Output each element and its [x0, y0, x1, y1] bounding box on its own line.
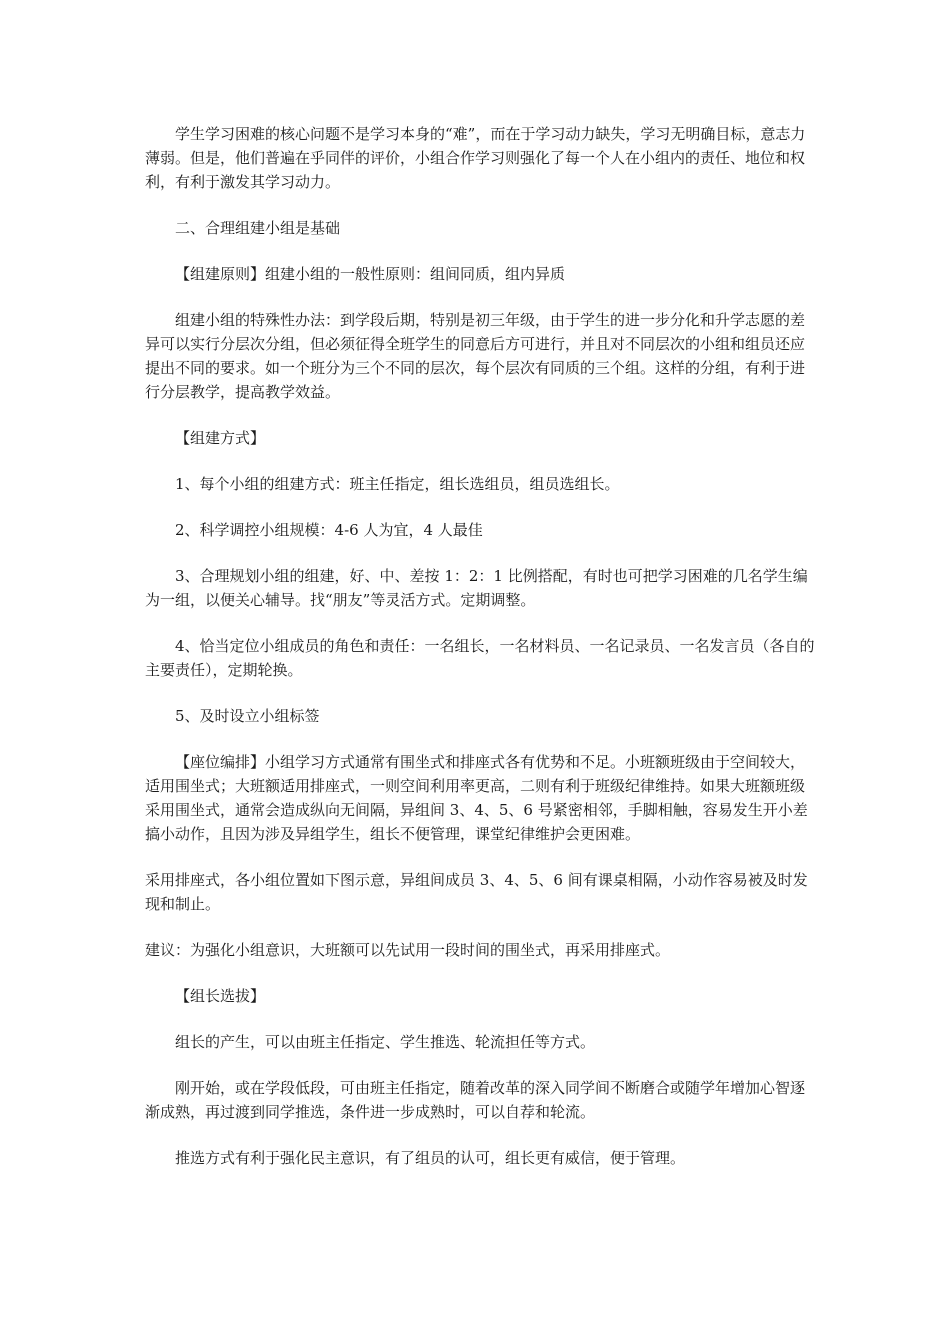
list-item-3: 3、合理规划小组的组建，好、中、差按 1：2：1 比例搭配，有时也可把学习困难的几名学生编为一组，以便关心辅导。找“朋友”等灵活方式。定期调整。: [145, 567, 808, 609]
paragraph-row-seating: 采用排座式，各小组位置如下图示意，异组间成员 3、4、5、6 间有课桌相隔，小动作容易被及时发现和制止。: [145, 871, 808, 913]
list-item-4: 4、恰当定位小组成员的角色和责任：一名组长，一名材料员、一名记录员、一名发言员（各自的主要责任），定期轮换。: [145, 637, 815, 679]
subheading-leader-selection: 【组长选拔】: [175, 987, 266, 1005]
paragraph-special-method: 组建小组的特殊性办法：到学段后期，特别是初三年级，由于学生的进一步分化和升学志愿的差异可以实行分层次分组，但必须征得全班学生的同意后方可进行，并且对不同层次的小组和组员还应提出不同的要求。如一个班分为三个不同的层次，每个层次有同质的三个组。这样的分组，有利于进行分层教学，提高教学效益。: [145, 311, 806, 401]
paragraph-leader-methods: 组长的产生，可以由班主任指定、学生推选、轮流担任等方式。: [175, 1033, 596, 1051]
paragraph-grouping-principle: 【组建原则】组建小组的一般性原则：组间同质，组内异质: [175, 265, 566, 283]
paragraph-leader-election: 推选方式有利于强化民主意识，有了组员的认可，组长更有威信，便于管理。: [175, 1149, 686, 1167]
list-item-2: 2、科学调控小组规模：4-6 人为宜，4 人最佳: [175, 521, 483, 539]
section-heading-grouping: 二、合理组建小组是基础: [175, 219, 341, 237]
paragraph-leader-stages: 刚开始，或在学段低段，可由班主任指定，随着改革的深入同学间不断磨合或随学年增加心智逐渐成熟，再过渡到同学推选，条件进一步成熟时，可以自荐和轮流。: [145, 1079, 806, 1121]
paragraph-suggestion: 建议：为强化小组意识，大班额可以先试用一段时间的围坐式，再采用排座式。: [145, 941, 671, 959]
list-item-1: 1、每个小组的组建方式：班主任指定，组长选组员，组员选组长。: [175, 475, 620, 493]
list-item-5: 5、及时设立小组标签: [175, 707, 320, 725]
document-body: [145, 122, 817, 1192]
paragraph-intro: 学生学习困难的核心问题不是学习本身的“难”，而在于学习动力缺失，学习无明确目标，意志力薄弱。但是，他们普遍在乎同伴的评价，小组合作学习则强化了每一个人在小组内的责任、地位和权利，有利于激发其学习动力。: [145, 125, 806, 191]
subheading-grouping-method: 【组建方式】: [175, 429, 266, 447]
paragraph-seating: 【座位编排】小组学习方式通常有围坐式和排座式各有优势和不足。小班额班级由于空间较大，适用围坐式；大班额适用排座式，一则空间利用率更高，二则有利于班级纪律维持。如果大班额班级采用围坐式，通常会造成纵向无间隔，异组间 3、4、5、6 号紧密相邻，手脚相触，容易发生开小差搞小动作，且因为涉及异组学生，组长不便管理，课堂纪律维护会更困难。: [145, 753, 808, 843]
